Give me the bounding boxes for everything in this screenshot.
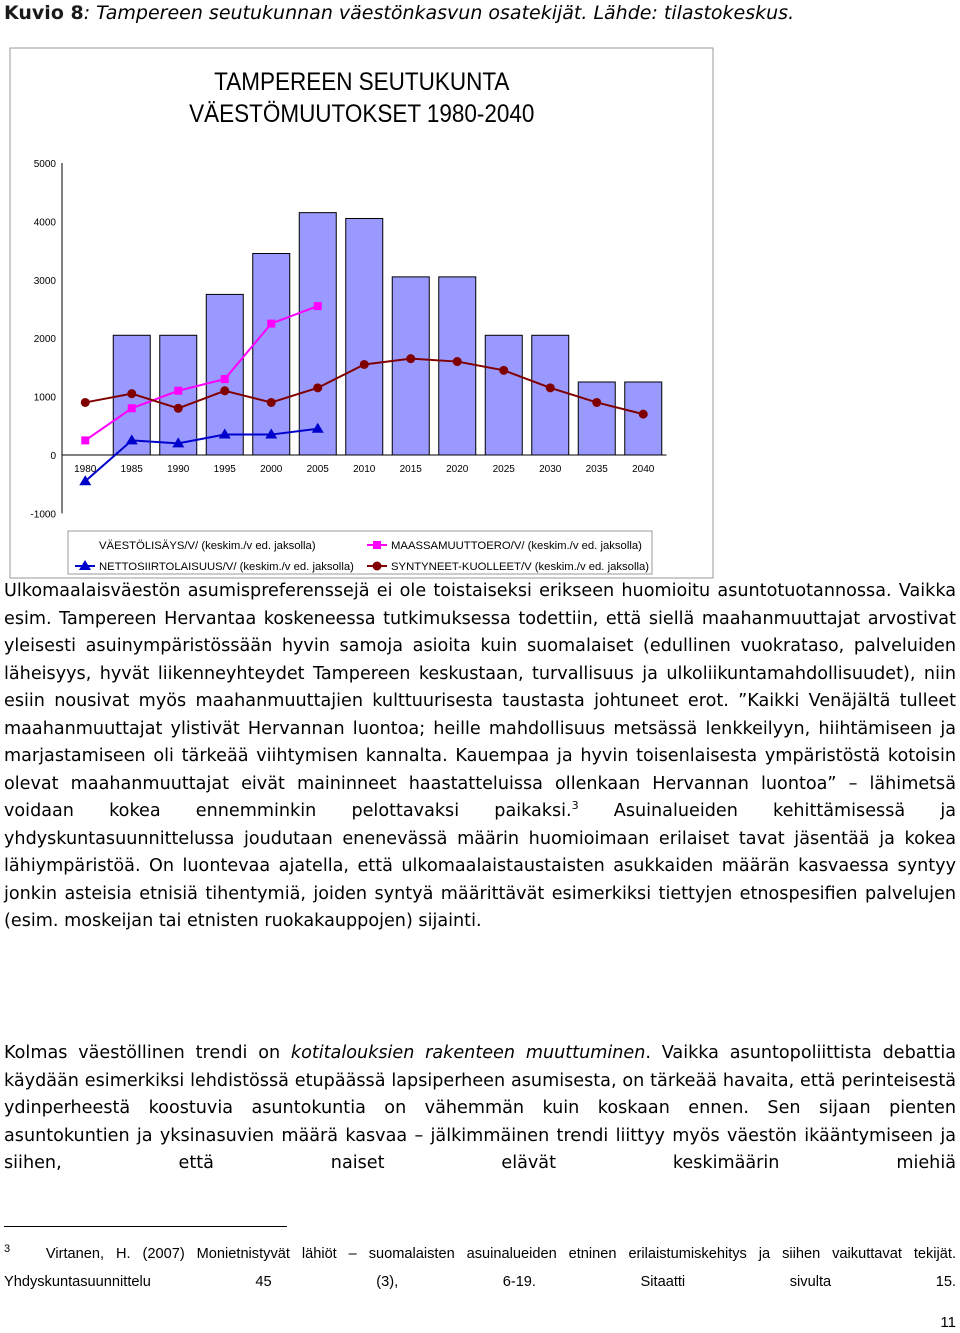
data-point: [314, 302, 322, 310]
data-point: [221, 375, 229, 383]
paragraph-3-rest: . Vaikka asuntopoliittista debattia käydään esimerkiksi lehdistössä etupäässä lapsiperheen asumisesta, on tärkeää havaita, että perinteisestä ydinperheestä koostuvia asuntokuntia on vähemmän kuin koskaan ennen. Sen sijaan pienten asuntokuntien ja yksinasuvien määrä kasvaa – jälkimmäinen trendi liittyy myös väestön ikääntymiseen ja siihen, että naiset elävät keskimäärin miehiä: [4, 1043, 956, 1173]
footnote-text: Virtanen, H. (2007) Monietnistyvät lähiöt – suomalaisten asuinalueiden etninen erilaistumiskehitys ja siihen vaikuttavat tekijät. Yhdyskuntasuunnittelu 45 (3), 6-19. Sitaatti sivulta 15.: [4, 1246, 956, 1290]
chart-subtitle: VÄESTÖMUUTOKSET 1980-2040: [189, 99, 535, 129]
x-tick-label: 2030: [539, 464, 562, 475]
x-tick-label: 1985: [120, 464, 143, 475]
legend-label: SYNTYNEET-KUOLLEET/V (keskim./v ed. jaksolla): [391, 561, 650, 573]
data-point: [174, 387, 182, 395]
data-point: [499, 366, 508, 375]
bar: [532, 335, 569, 455]
legend-marker: [373, 541, 381, 549]
footnote-number: 3: [4, 1243, 11, 1256]
data-point: [453, 357, 462, 366]
legend-marker: [373, 562, 382, 571]
footnote-separator: [4, 1226, 287, 1227]
paragraph-1-text: Ulkomaalaisväestön asumispreferenssejä ei ole toistaiseksi erikseen huomioitu asuntotuotannossa. Vaikka esim. Tampereen Hervantaa koskeneessa tutkimuksessa todettiin, että siellä maahanmuuttajat arvostivat yleisesti asuinympäristössään hyvin samoja asioita kuin suomalaiset (edullinen vuokrataso, palveluiden läheisyys, hyvät liikenneyhteydet Tampereen keskustaan, turvallisuus ja ulkoliikuntamahdollisuudet), niin esiin nousivat myös maahanmuuttajien kulttuurisesta taustasta johtuneet erot. ”Kaikki Venäjältä tulleet maahanmuuttajat ylistivät Hervannan luontoa; heille mahdollisuus metsässä lenkkeilyyn, hiihtämiseen ja marjastamiseen oli tärkeää viihtymisen kannalta. Kauempaa ja hyvin toisenlaisesta ympäristöstä kotoisin olevat maahanmuuttajat eivät maininneet haastatteluissa ollenkaan Hervannan luontoa” – lähimetsä voidaan kokea ennemminkin pelottavaksi paikaksi.: [4, 581, 956, 821]
x-tick-label: 2025: [492, 464, 515, 475]
y-tick-label: -1000: [30, 509, 56, 521]
figure-caption-text: : Tampereen seutukunnan väestönkasvun osatekijät. Lähde: tilastokeskus.: [83, 2, 795, 24]
x-tick-label: 2010: [353, 464, 376, 475]
x-tick-label: 2020: [446, 464, 469, 475]
data-point: [81, 398, 90, 407]
x-tick-label: 2005: [306, 464, 329, 475]
y-tick-label: 5000: [33, 159, 56, 170]
bar: [253, 254, 290, 455]
legend-swatch: [79, 540, 97, 548]
paragraph-3: [4, 1040, 956, 1178]
page-number: 11: [940, 1314, 956, 1331]
y-tick-label: 2000: [33, 334, 56, 346]
x-tick-label: 1995: [213, 464, 236, 475]
bar: [299, 213, 336, 455]
y-tick-label: 3000: [33, 275, 56, 287]
data-point: [267, 398, 276, 407]
legend-label: MAASSAMUUTTOERO/V/ (keskim./v ed. jaksolla): [391, 540, 642, 552]
paragraph-2-text: Asuinalueiden kehittämisessä ja yhdyskuntasuunnittelussa joudutaan enenevässä määrin huomioimaan erilaiset tavat jäsentää ja kokea lähiympäristöä. On luontevaa ajatella, että ulkomaalaistaustaisten asukkaiden määrän kasvaessa syntyy jonkin asteisia etnisiä tihentymiä, joiden syntyä määrittävät esimerkiksi tiettyjen etnospesifien palvelujen (esim. moskeijan tai etnisten ruokakauppojen) sijainti.: [4, 801, 956, 931]
data-point: [128, 404, 136, 412]
x-tick-label: 2015: [399, 464, 422, 475]
bar: [485, 335, 522, 455]
footnote-reference: 3: [571, 799, 579, 813]
data-point: [406, 354, 415, 363]
data-point: [81, 436, 89, 444]
y-tick-label: 1000: [33, 392, 56, 404]
y-tick-label: 0: [50, 451, 56, 462]
y-tick-label: 4000: [33, 217, 56, 229]
legend-label: NETTOSIIRTOLAISUUS/V/ (keskim./v ed. jaksolla): [99, 561, 354, 573]
paragraph-1: [4, 578, 956, 936]
x-tick-label: 1990: [167, 464, 190, 475]
data-point: [220, 386, 229, 395]
population-change-chart: [0, 0, 960, 600]
bar: [346, 218, 383, 455]
x-tick-label: 2000: [260, 464, 283, 475]
chart-legend: [68, 531, 652, 574]
bar: [392, 277, 429, 455]
bar: [578, 382, 615, 455]
paragraph-3-lead: Kolmas väestöllinen trendi on: [4, 1043, 291, 1063]
data-point: [639, 410, 648, 419]
data-point: [592, 398, 601, 407]
x-tick-label: 2040: [632, 464, 655, 475]
data-point: [546, 383, 555, 392]
legend-label: VÄESTÖLISÄYS/V/ (keskim./v ed. jaksolla): [99, 540, 316, 552]
footnote: [4, 1240, 956, 1296]
figure-label: Kuvio 8: [4, 2, 84, 24]
data-point: [267, 320, 275, 328]
data-point: [127, 389, 136, 398]
x-tick-label: 2035: [585, 464, 608, 475]
data-point: [313, 383, 322, 392]
chart-title: TAMPEREEN SEUTUKUNTA: [214, 67, 510, 97]
data-point: [360, 360, 369, 369]
x-tick-label: 1980: [74, 464, 97, 475]
data-point: [174, 404, 183, 413]
paragraph-3-emphasis: kotitalouksien rakenteen muuttuminen: [290, 1043, 646, 1063]
